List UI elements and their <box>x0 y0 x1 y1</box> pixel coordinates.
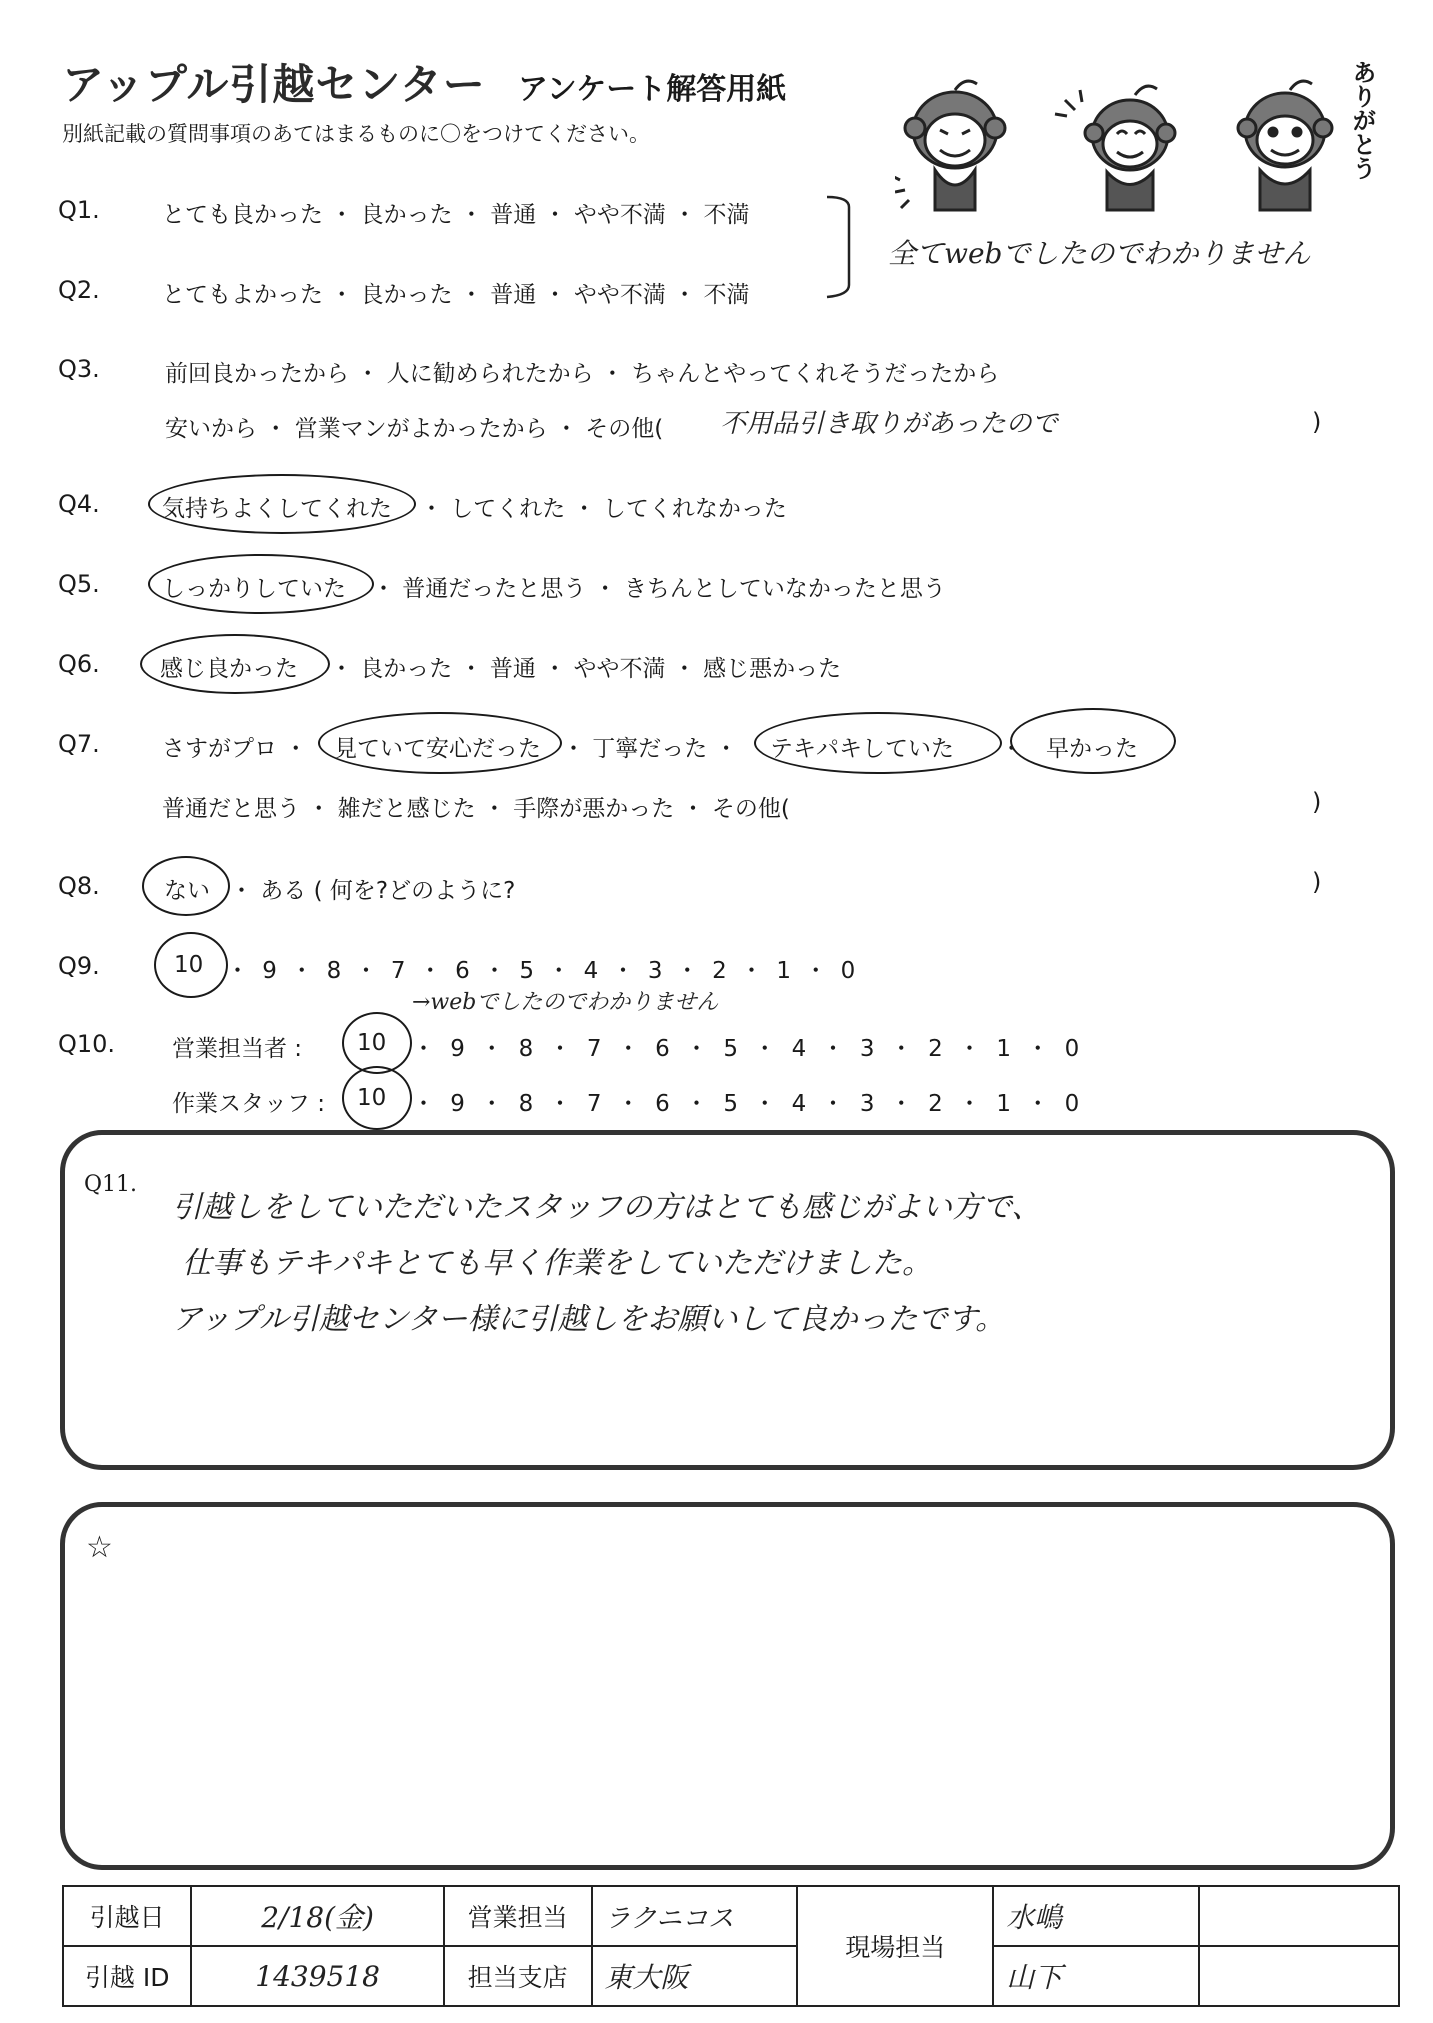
q3-other-answer: 不用品引き取りがあったので <box>720 409 1058 439</box>
q10-staff-label: 作業スタッフ : <box>172 1091 326 1117</box>
branch-label: 担当支店 <box>444 1946 592 2006</box>
q7-selected-anshin: 見ていて安心だった <box>334 736 541 762</box>
footer-info-table <box>62 1885 1400 2007</box>
q8-close-paren: ) <box>1312 868 1322 896</box>
q10-sales-label: 営業担当者 : <box>172 1036 303 1062</box>
q3-label: Q3. <box>58 355 100 383</box>
form-subtitle: アンケート解答用紙 <box>518 72 787 107</box>
q1-q2-bracket <box>825 195 865 300</box>
q7-selected-hayakatta: 早かった <box>1046 736 1138 762</box>
q1-q2-handwritten-note: 全てwebでしたのでわかりません <box>888 237 1311 270</box>
brand-title: アップル引越センター <box>62 60 486 109</box>
instruction: 別紙記載の質問事項のあてはまるものに〇をつけてください。 <box>62 122 650 146</box>
q7-label: Q7. <box>58 730 100 758</box>
q8-selected-answer: ない <box>164 878 210 904</box>
q9-other-scores: ・ 9 ・ 8 ・ 7 ・ 6 ・ 5 ・ 4 ・ 3 ・ 2 ・ 1 ・ 0 <box>226 958 859 984</box>
sales-rep-label: 営業担当 <box>444 1886 592 1946</box>
q1-options: とても良かった ・ 良かった ・ 普通 ・ やや不満 ・ 不満 <box>162 202 750 228</box>
branch-value: 東大阪 <box>592 1946 798 2006</box>
q3-close-paren: ) <box>1312 408 1322 436</box>
site-staff-2: 山下 <box>993 1946 1199 2006</box>
arigatou-text: ありがとう <box>1348 60 1376 180</box>
q10-staff-selected-score: 10 <box>357 1085 387 1111</box>
q10-staff-other-scores: ・ 9 ・ 8 ・ 7 ・ 6 ・ 5 ・ 4 ・ 3 ・ 2 ・ 1 ・ 0 <box>412 1091 1084 1117</box>
q7-option-sasuga: さすがプロ ・ <box>162 736 308 762</box>
site-staff-extra-2 <box>1199 1946 1399 2006</box>
q8-label: Q8. <box>58 872 100 900</box>
move-date-value: 2/18(金) <box>191 1886 443 1946</box>
q7-separator: ・ <box>1000 736 1023 762</box>
q11-comment-line3: アップル引越センター様に引越しをお願いして良かったです。 <box>172 1302 1006 1337</box>
q8-other-options: ・ ある ( 何を?どのように? <box>230 878 516 904</box>
q7-option-teinei: ・ 丁寧だった ・ <box>562 736 738 762</box>
q10-sales-selected-score: 10 <box>357 1030 387 1056</box>
sales-rep-value: ラクニコス <box>592 1886 798 1946</box>
q4-selected-answer: 気持ちよくしてくれた <box>162 496 392 522</box>
q10-handwritten-note: →webでしたのでわかりません <box>412 990 719 1015</box>
move-id-value: 1439518 <box>191 1946 443 2006</box>
q7-close-paren: ) <box>1312 788 1322 816</box>
q2-label: Q2. <box>58 276 100 304</box>
q9-selected-score: 10 <box>174 952 204 978</box>
q10-label: Q10. <box>58 1030 116 1058</box>
q10-sales-other-scores: ・ 9 ・ 8 ・ 7 ・ 6 ・ 5 ・ 4 ・ 3 ・ 2 ・ 1 ・ 0 <box>412 1036 1084 1062</box>
q4-label: Q4. <box>58 490 100 518</box>
q5-other-options: ・ 普通だったと思う ・ きちんとしていなかったと思う <box>372 576 946 602</box>
q11-comment-line1: 引越しをしていただいたスタッフの方はとても感じがよい方で、 <box>172 1190 1042 1225</box>
q3-line1: 前回良かったから ・ 人に勧められたから ・ ちゃんとやってくれそうだったから <box>165 361 1000 387</box>
mascot-illustration <box>895 70 1365 220</box>
q6-selected-answer: 感じ良かった <box>160 656 298 682</box>
site-staff-extra-1 <box>1199 1886 1399 1946</box>
q11-label: Q11. <box>84 1172 138 1197</box>
free-comment-box <box>60 1502 1395 1870</box>
q9-label: Q9. <box>58 952 100 980</box>
q11-comment-line2: 仕事もテキパキとても早く作業をしていただけました。 <box>182 1246 932 1281</box>
q5-selected-answer: しっかりしていた <box>162 576 346 602</box>
q2-options: とてもよかった ・ 良かった ・ 普通 ・ やや不満 ・ 不満 <box>162 282 750 308</box>
q1-label: Q1. <box>58 196 100 224</box>
site-staff-1: 水嶋 <box>993 1886 1199 1946</box>
move-date-label: 引越日 <box>63 1886 191 1946</box>
q4-other-options: ・ してくれた ・ してくれなかった <box>420 496 787 522</box>
q6-label: Q6. <box>58 650 100 678</box>
q6-other-options: ・ 良かった ・ 普通 ・ やや不満 ・ 感じ悪かった <box>330 656 842 682</box>
site-staff-label: 現場担当 <box>797 1886 993 2006</box>
star-mark: ☆ <box>86 1530 113 1565</box>
q5-label: Q5. <box>58 570 100 598</box>
q3-line2: 安いから ・ 営業マンがよかったから ・ その他( <box>165 416 664 442</box>
q7-selected-tekipaki: テキパキしていた <box>770 736 954 762</box>
q7-line2: 普通だと思う ・ 雑だと感じた ・ 手際が悪かった ・ その他( <box>162 796 790 822</box>
move-id-label: 引越 ID <box>63 1946 191 2006</box>
